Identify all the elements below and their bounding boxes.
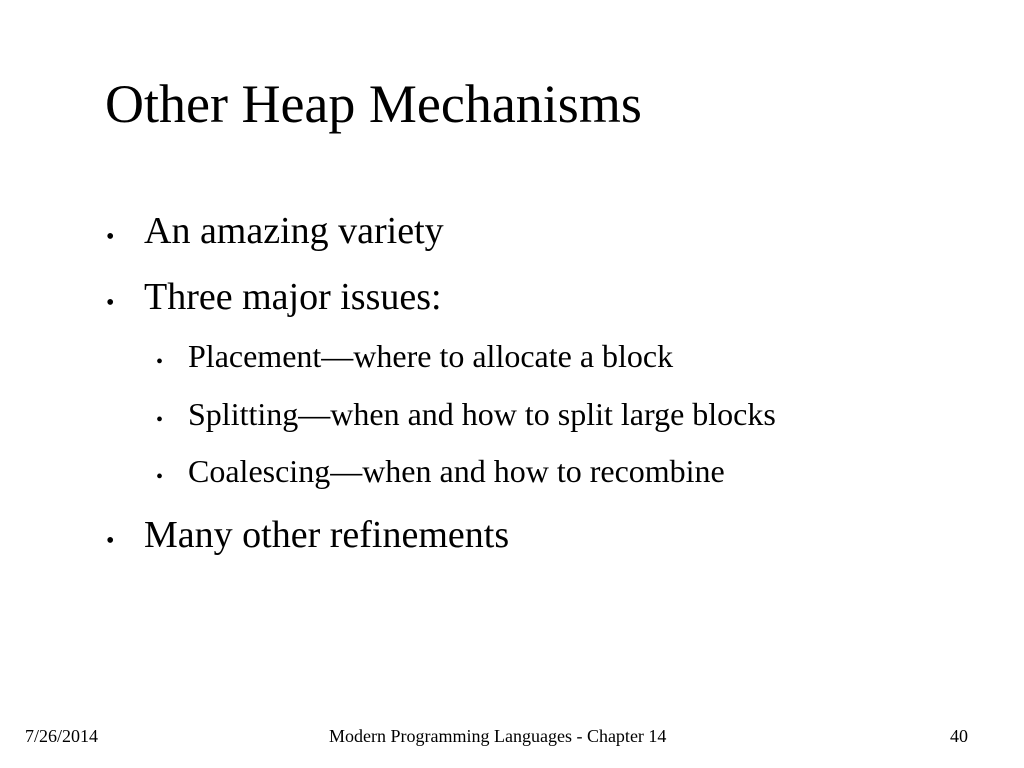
- footer-date: 7/26/2014: [25, 726, 99, 746]
- sub-bullet-item: [156, 452, 725, 490]
- bullet-dot-icon: •: [156, 351, 164, 373]
- bullet-text: Placement—where to allocate a block: [188, 338, 674, 374]
- bullet-dot-icon: •: [106, 528, 115, 554]
- bullet-item: [106, 513, 510, 557]
- page-number: 40: [950, 726, 968, 746]
- slide-title: Other Heap Mechanisms: [105, 74, 642, 134]
- bullet-dot-icon: •: [156, 466, 164, 488]
- bullet-dot-icon: •: [106, 224, 115, 250]
- sub-bullet-item: [156, 395, 776, 433]
- bullet-dot-icon: •: [106, 290, 115, 316]
- bullet-text: Coalescing—when and how to recombine: [188, 453, 725, 489]
- bullet-text: Splitting—when and how to split large blocks: [188, 396, 776, 432]
- bullet-item: [106, 275, 442, 319]
- bullet-text: Many other refinements: [144, 514, 510, 556]
- sub-bullet-item: [156, 337, 674, 375]
- bullet-text: Three major issues:: [144, 276, 442, 318]
- bullet-item: [106, 209, 444, 253]
- bullet-dot-icon: •: [156, 409, 164, 431]
- bullet-text: An amazing variety: [144, 210, 444, 252]
- footer-title: Modern Programming Languages - Chapter 14: [329, 726, 667, 746]
